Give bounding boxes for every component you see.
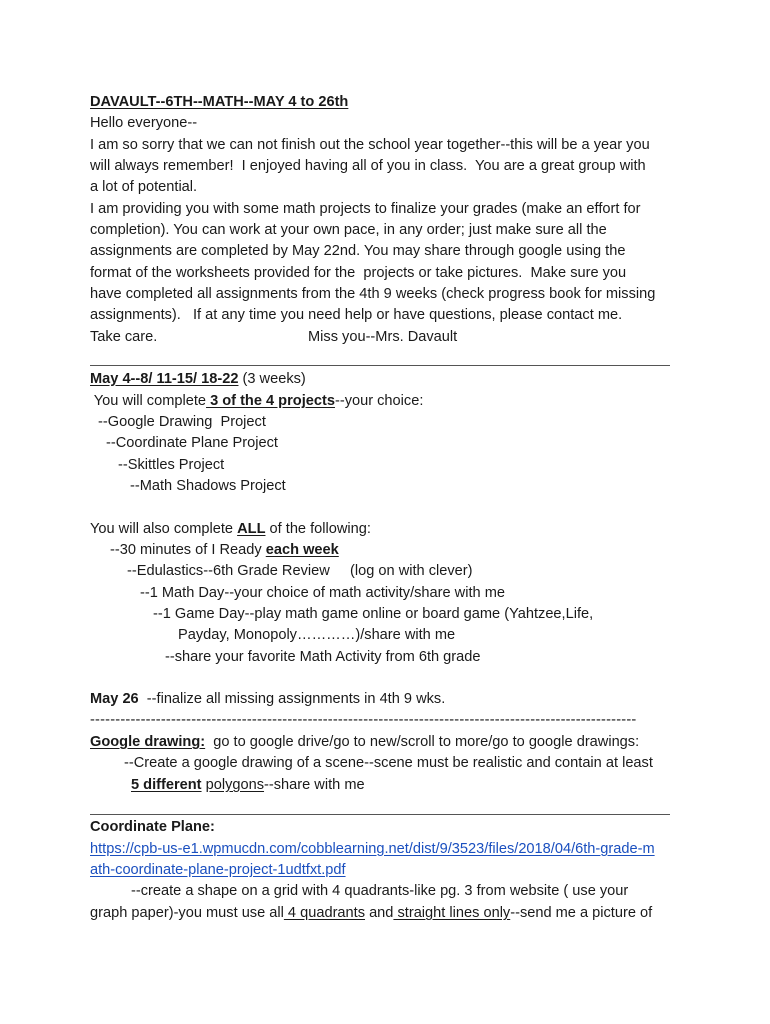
coordinate-plane-link[interactable]: https://cpb-us-e1.wpmucdn.com/cobblearning.net/dist/9/3523/files/2018/04/6th-grade-m: [90, 841, 655, 857]
take-care-text: Take care.: [90, 329, 158, 345]
coordinate-plane-heading: Coordinate Plane:: [90, 819, 215, 835]
iready-prefix: --30 minutes of I Ready: [110, 542, 266, 558]
game-day-line: --1 Game Day--play math game online or board game (Yahtzee,Life,: [153, 606, 594, 622]
dash-divider: ------------------------------------------------------------------------------------------------------------: [90, 712, 637, 728]
iready-emphasis: each week: [265, 542, 339, 558]
iready-line: [110, 541, 339, 560]
horizontal-rule: [90, 365, 670, 366]
greeting: Hello everyone--: [90, 115, 198, 131]
project-item: --Google Drawing Project: [98, 414, 266, 430]
also-prefix: You will also complete: [90, 521, 238, 537]
google-drawing-heading: Google drawing:: [90, 734, 206, 750]
share-activity-line: --share your favorite Math Activity from 6th grade: [165, 649, 481, 665]
complete-emphasis: 3 of the 4 projects: [206, 393, 335, 409]
also-suffix: of the following:: [265, 521, 371, 537]
coordinate-plane-requirement: [90, 904, 652, 923]
project-item: --Math Shadows Project: [130, 478, 286, 494]
also-complete-line: [90, 520, 371, 539]
requirement-prefix: graph paper)-you must use all: [90, 905, 284, 921]
complete-suffix: --your choice:: [334, 393, 424, 409]
schedule-duration: (3 weeks): [238, 371, 306, 387]
polygons-word: polygons: [205, 777, 265, 793]
five-different-emphasis: 5 different: [131, 777, 202, 793]
intro-line: format of the worksheets provided for the projects or take pictures. Make sure you: [90, 265, 627, 281]
project-item: --Skittles Project: [118, 457, 225, 473]
schedule-dates-line: [90, 370, 306, 389]
google-drawing-instructions: --Create a google drawing of a scene--scene must be realistic and contain at least: [124, 755, 653, 771]
coordinate-plane-instructions: --create a shape on a grid with 4 quadrants-like pg. 3 from website ( use your: [131, 883, 629, 899]
intro-line: a lot of potential.: [90, 179, 198, 195]
requirement-and: and: [365, 905, 394, 921]
horizontal-rule: [90, 814, 670, 815]
project-item: --Coordinate Plane Project: [106, 435, 278, 451]
may26-text: --finalize all missing assignments in 4th 9 wks.: [138, 691, 446, 707]
straight-lines-emphasis: straight lines only: [393, 905, 511, 921]
google-drawing-line: [90, 733, 639, 752]
schedule-dates: May 4--8/ 11-15/ 18-22: [90, 371, 239, 387]
math-day-line: --1 Math Day--your choice of math activity/share with me: [140, 585, 505, 601]
intro-line: assignments are completed by May 22nd. You may share through google using the: [90, 243, 626, 259]
game-day-line-continued: Payday, Monopoly…………)/share with me: [178, 627, 456, 643]
intro-line: assignments). If at any time you need help or have questions, please contact me.: [90, 307, 623, 323]
may26-date: May 26: [90, 691, 139, 707]
complete-projects-line: [90, 392, 423, 411]
google-drawing-requirement: [131, 776, 365, 795]
coordinate-plane-link-continued[interactable]: ath-coordinate-plane-project-1udtfxt.pdf: [90, 862, 346, 878]
intro-line: completion). You can work at your own pace, in any order; just make sure all the: [90, 222, 607, 238]
edulastics-line: --Edulastics--6th Grade Review (log on with clever): [127, 563, 473, 579]
four-quadrants-emphasis: 4 quadrants: [283, 905, 366, 921]
intro-line: have completed all assignments from the 4th 9 weeks (check progress book for missing: [90, 286, 656, 302]
requirement-suffix: --send me a picture of: [510, 905, 653, 921]
document-title: DAVAULT--6TH--MATH--MAY 4 to 26th: [90, 94, 349, 110]
intro-line: I am providing you with some math projects to finalize your grades (make an effort for: [90, 201, 641, 217]
intro-line: I am so sorry that we can not finish out the school year together--this will be a year you: [90, 137, 650, 153]
intro-line: will always remember! I enjoyed having all of you in class. You are a great group with: [90, 158, 646, 174]
may26-line: [90, 690, 445, 709]
google-drawing-suffix: --share with me: [264, 777, 365, 793]
also-emphasis: ALL: [237, 521, 266, 537]
complete-prefix: You will complete: [90, 393, 207, 409]
google-drawing-text: go to google drive/go to new/scroll to more/go to google drawings:: [205, 734, 640, 750]
signoff: Miss you--Mrs. Davault: [308, 329, 458, 345]
